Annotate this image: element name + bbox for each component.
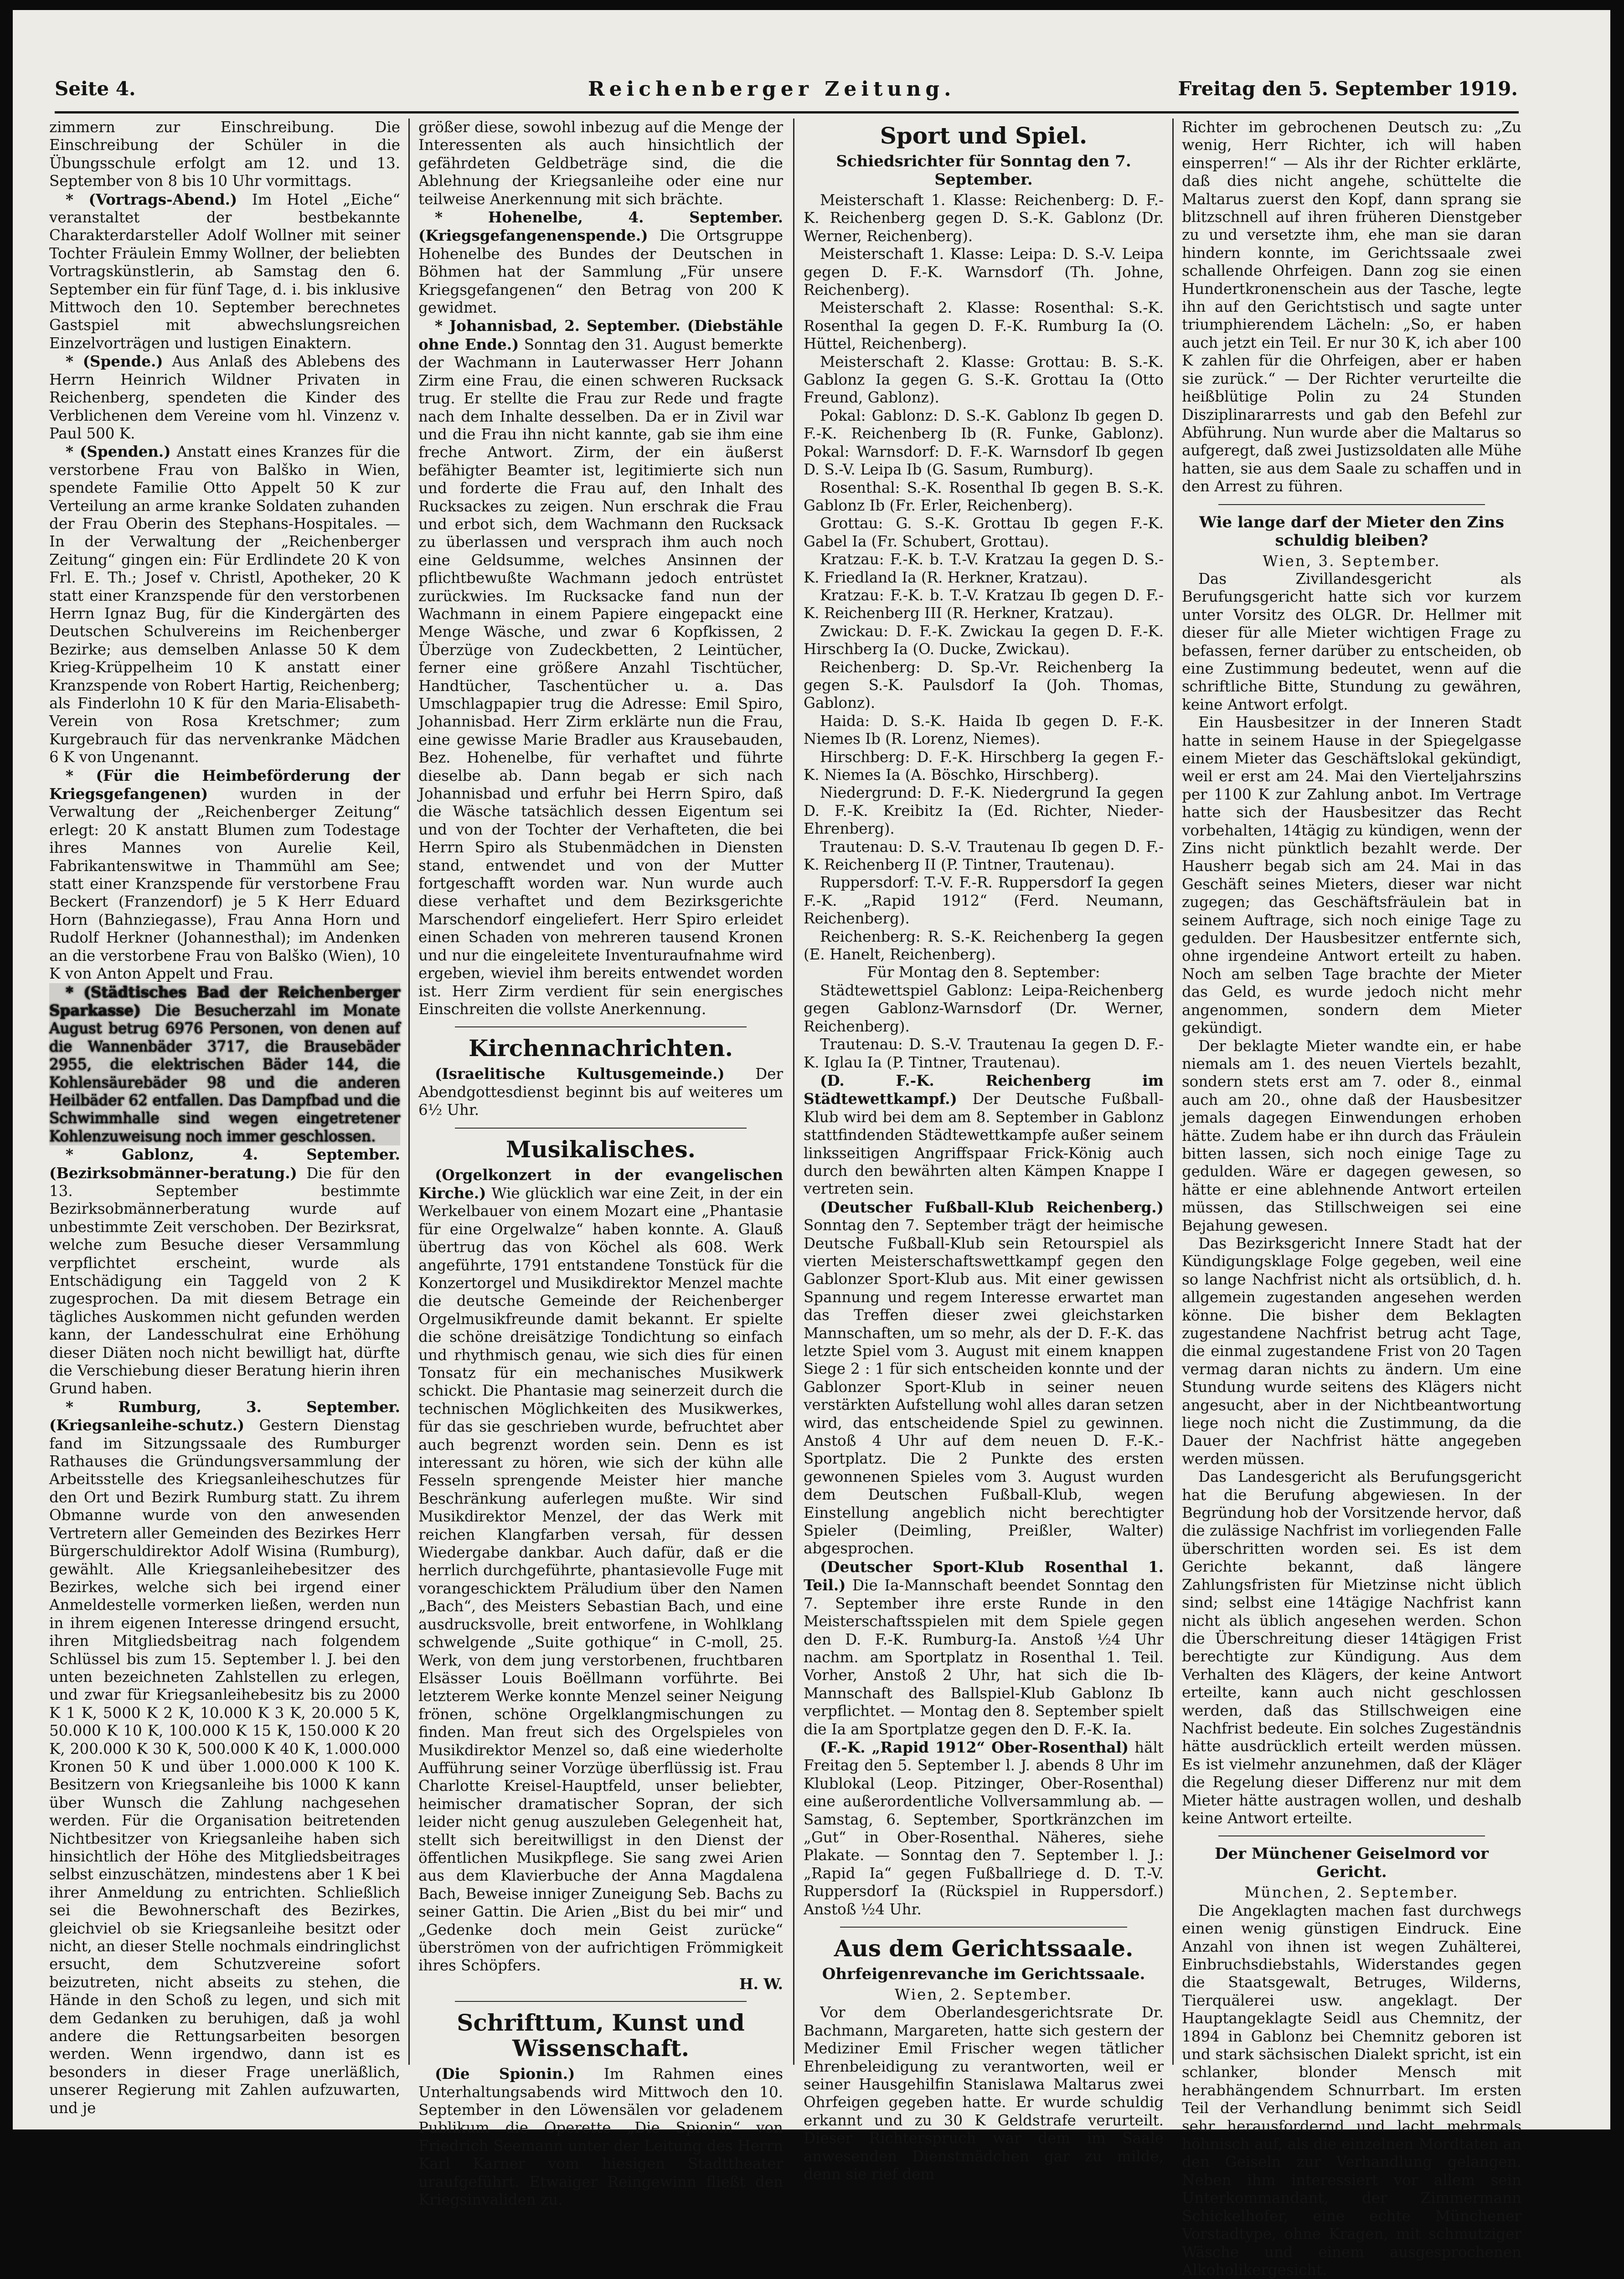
fixture-item: Reichenberg: R. S.-K. Reichenberg Ia gegen (E. Hanelt, Reichenberg). (804, 928, 1164, 964)
article-paragraph: Ein Hausbesitzer in der Inneren Stadt hatte in seinem Hause in der Spiegelgasse einem Mieter das Geschäftslokal gekündigt, weil er erst am 24. Mai den Vierteljahrszins per 1100 K zur Zahlung anbot. Im Vertrage hatte sich der Hausbesitzer das Recht vorbehalten, 14tägig zu kündigen, wenn der Zins nicht pünktlich bezahlt werde. Der Hausherr begab sich am 24. Mai in das Geschäft seines Mieters, dieser war nicht zugegen; das Geschäftsfräulein bat in seinem Auftrage, sich noch einige Tage zu gedulden. Der Hausbesitzer entfernte sich, ohne irgendeine Antwort erteilt zu haben. Noch am selben Tage brachte der Mieter das Geld, es wurde jedoch nicht mehr angenommen, sondern dem Mieter gekündigt. (1182, 714, 1521, 1037)
article-lead: * Johannisbad, 2. September. (Diebstähle ohne Ende.) (418, 317, 783, 353)
newspaper-page (13, 10, 1610, 2279)
page-header (55, 77, 1518, 109)
article-headline: Ohrfeigenrevanche im Gerichtssaale. (822, 1965, 1145, 1983)
article-lead: * (Spende.) (66, 352, 163, 371)
fixture-item: Kratzau: F.-K. b. T.-V. Kratzau Ib gegen D. F.-K. Reichenberg III (R. Herkner, Kratzau). (804, 586, 1164, 622)
section-heading-gerichtssaale: Aus dem Gerichtssaale. (834, 1935, 1134, 1962)
article-headline: Der Münchener Geiselmord vor Gericht. (1215, 1845, 1489, 1882)
article-lead: * (Vortrags-Abend.) (66, 190, 237, 208)
article-text: hält Freitag den 5. September l. J. abends 8 Uhr im Klublokal (Leop. Pitzinger, Ober-Rosenthal) eine außerordentliche Vollversammlung ab. — Samstag, 6. September, Sportkränzchen im „Gut“ in Ober-Rosenthal. Näheres, siehe Plakate. — Sonntag den 7. September l. J.: „Rapid Ia“ gegen Fußballriege d. D. T.-V. Ruppersdorf Ia (Rückspiel in Ruppersdorf.) Anstoß ½4 Uhr. (804, 1738, 1164, 1918)
article-lead: (Deutscher Sport-Klub Rosenthal 1. Teil.) (804, 1557, 1164, 1594)
fixture-item: Niedergrund: D. F.-K. Niedergrund Ia gegen D. F.-K. Kreibitz Ia (Ed. Richter, Nieder-Ehrenberg). (804, 784, 1164, 838)
header-rule (55, 111, 1519, 113)
author-signoff: H. W. (739, 1975, 783, 1993)
article-lead: (Die Spionin.) (435, 2065, 575, 2083)
article-paragraph: Vor dem Oberlandesgerichtsrate Dr. Bachmann, Margareten, hatte sich gestern der Mediziner Emil Frischer wegen tätlicher Ehrenbeleidigung zu verantworten, weil er seiner Hausgehilfin Stanislawa Maltarus zwei Ohrfeigen gegeben hatte. Er wurde schuldig erkannt und zu 30 K Geldstrafe verurteilt. Dieser Richterspruch war dem im Saale anwesenden Dienstmädchen gar zu milde, denn sie rief dem (804, 2004, 1164, 2183)
article-paragraph (804, 1072, 1164, 1198)
article-paragraph (49, 443, 400, 766)
article-lead: (Deutscher Fußball-Klub Reichenberg.) (820, 1198, 1164, 1216)
article-text: Anstatt eines Kranzes für die verstorbene Frau von Balško in Wien, spendete Familie Otto Appelt 50 K zur Verteilung an arme kranke Soldaten zuhanden der Frau Oberin des Stephans-Hospitales. — In der Verwaltung der „Reichenberger Zeitung“ gingen ein: Für Erdlindete 20 K von Frl. E. Th.; Josef v. Christl, Apotheker, 20 K statt einer Kranzspende für den verstorbenen Herrn Ignaz Bug, für die Kindergärten des Deutschen Schulvereins im Reichenberger Bezirke; aus demselben Anlasse 50 K dem Krieg-Krüppelheim 10 K anstatt einer Kranzspende von Robert Hartig, Reichenberg; als Finderlohn 10 K für den Maria-Elisabeth-Verein von Rosa Kretschmer; zum Kurgebrauch für das nervenkranke Mädchen 6 K von Ungenannt. (49, 443, 400, 766)
dateline: Wien, 3. September. (1263, 552, 1441, 570)
fixture-item: Zwickau: D. F.-K. Zwickau Ia gegen D. F.-K. Hirschberg Ia (O. Ducke, Zwickau). (804, 622, 1164, 658)
article-headline: Wie lange darf der Mieter den Zins schuldig bleiben? (1199, 513, 1505, 550)
article-paragraph (49, 767, 400, 983)
article-text: Der Abendgottesdienst beginnt bis auf weiteres um 6½ Uhr. (418, 1065, 783, 1119)
article-lead: (D. F.-K. Reichenberg im Städtewettkampf.) (804, 1071, 1164, 1108)
article-paragraph (804, 1738, 1164, 1918)
fixture-item: Haida: D. S.-K. Haida Ib gegen D. F.-K. Niemes Ib (R. Lorenz, Niemes). (804, 712, 1164, 748)
column-divider (793, 119, 794, 2065)
article-text: Der Deutsche Fußball-Klub wird bei dem am 8. September in Gablonz stattfindenden Städtewettkampfe außer seinem linksseitigen Angriffspaar Frick-König auch durch den bewährten alten Kämpen Knappe I vertreten sein. (804, 1090, 1164, 1198)
subheading-montag: Für Montag den 8. September: (867, 964, 1100, 981)
fixture-item: Rosenthal: S.-K. Rosenthal Ib gegen B. S.-K. Gablonz Ib (Fr. Erler, Reichenberg). (804, 479, 1164, 514)
page-number: Seite 4. (55, 77, 136, 100)
section-heading-musikalisches: Musikalisches. (505, 1135, 696, 1163)
column-3 (804, 119, 1164, 2183)
fixture-item: Reichenberg: D. Sp.-Vr. Reichenberg Ia gegen S.-K. Paulsdorf Ia (Joh. Thomas, Gablonz). (804, 658, 1164, 712)
article-paragraph (49, 352, 400, 443)
article-paragraph (49, 1398, 400, 2117)
section-rule (840, 1927, 1127, 1928)
article-text: Im Rahmen eines Unterhaltungsabends wird Mittwoch den 10. September in den Löwensälen vor geladenem Publikum die Operette „Die Spionin“ von Friedrich Seemann unter der Leitung des Herrn Karl Karner vom hiesigen Stadttheater uraufgeführt. Etwaiger Reingewinn fließt den Kriegsinvaliden zu. (418, 2065, 783, 2209)
issue-date: Freitag den 5. September 1919. (1178, 77, 1518, 100)
article-paragraph: zimmern zur Einschreibung. Die Einschreibung der Schüler in die Übungsschule erfolgt am 12. und 13. September von 8 bis 10 Uhr vormittags. (49, 119, 400, 190)
article-lead: * Gablonz, 4. September. (Bezirksobmänner-beratung.) (49, 1145, 400, 1182)
article-text: Sonntag den 7. September trägt der heimische Deutsche Fußball-Klub sein Retourspiel als vierten Meisterschaftswettkampf gegen den Gablonzer Sport-Klub aus. Mit einer gewissen Spannung und regem Interesse erwartet man das Treffen dieser zwei gleichstarken Mannschaften, um so mehr, als der D. F.-K. das letzte Spiel vom 3. August mit einem knappen Siege 2 : 1 für sich entscheiden konnte und der Gablonzer Sport-Klub in seiner neuen verstärkten Aufstellung wohl alles daran setzen wird, das entscheidende Spiel zu gewinnen. Anstoß 4 Uhr auf dem neuen D. F.-K.-Sportplatz. Die 2 Punkte des ersten gewonnenen Spieles vom 3. August wurden dem Deutschen Fußball-Klub, wegen Einstellung angeblich nicht berechtigter Spieler (Deimling, Preißler, Walter) abgesprochen. (804, 1217, 1164, 1557)
article-paragraph (418, 208, 783, 317)
article-text: Im Hotel „Eiche“ veranstaltet der bestbekannte Charakterdarsteller Adolf Wollner mit seiner Tochter Fräulein Emmy Wollner, der beliebten Vortragskünstlerin, ab Samstag den 6. September ein für fünf Tage, d. i. bis inklusive Mittwoch den 10. September berechnetes Gastspiel mit abwechslungsreichen Einzelvorträgen und lustigen Einaktern. (49, 191, 400, 352)
section-heading-sport: Sport und Spiel. (880, 122, 1088, 149)
article-lead: (Israelitische Kultusgemeinde.) (435, 1065, 725, 1083)
article-lead: * Rumburg, 3. September. (Kriegsanleihe-schutz.) (49, 1397, 400, 1434)
article-paragraph: Die Angeklagten machen fast durchwegs einen wenig günstigen Eindruck. Eine Anzahl von ihnen ist wegen Zuhälterei, Einbruchsdiebstahls, Widerstandes gegen die Staatsgewalt, Betruges, Wilderns, Tierquälerei usw. angeklagt. Der Hauptangeklagte Seidl aus Chemnitz, der 1894 in Gablonz bei Chemnitz geboren ist und stark sächsischen Dialekt spricht, ist ein schlanker, blonder Mensch mit herabhängendem Schnurrbart. Im ersten Teil der Verhandlung benimmt sich Seidl sehr herausfordernd und lacht mehrmals höhnisch auf, als die einzelnen Mordtaten an den Geiseln zur Verhandlung gelangen. Neben ihm interessiert vor allem sein Unterkommandant, der Zimmermann Schickelhofer, eine echte Münchener Vorstadtype, ohne Kragen, mit schmutziger Wäsche und einem ausgesprochenen Alkoholikergesicht. (1182, 1902, 1521, 2279)
fixture-item: Meisterschaft 1. Klasse: Reichenberg: D. F.-K. Reichenberg gegen D. S.-K. Gablonz (Dr. Werner, Reichenberg). (804, 191, 1164, 245)
column-divider (408, 119, 410, 2065)
fixture-item: Trautenau: D. S.-V. Trautenau Ia gegen D. F.-K. Iglau Ia (P. Tintner, Trautenau). (804, 1036, 1164, 1071)
fixture-item: Meisterschaft 2. Klasse: Grottau: B. S.-K. Gablonz Ia gegen G. S.-K. Grottau Ia (Otto Freund, Gablonz). (804, 353, 1164, 407)
article-lead: * (Spenden.) (66, 443, 171, 461)
article-text: Die Besucherzahl im Monate August betrug 6976 Personen, von denen auf die Wannenbäder 3717, die Brausebäder 2955, die elektrischen Bäder 144, die Kohlensäurebäder 98 und die anderen Heilbäder 62 entfallen. Das Dampfbad und die Schwimmhalle sind wegen eingetretener Kohlenzuweisung noch immer geschlossen. (49, 1001, 400, 1145)
subheading-schiedsrichter: Schiedsrichter für Sonntag den 7. September. (836, 152, 1131, 189)
article-paragraph: Das Zivillandesgericht als Berufungsgericht hatte sich vor kurzem unter Vorsitz des OLGR. Dr. Hellmer mit dieser für alle Mieter wichtigen Frage zu befassen, ferner darüber zu entscheiden, ob eine Zustimmung bedeutet, wenn auf die schriftliche Bitte, Stundung zu gewähren, keine Antwort erfolgt. (1182, 570, 1521, 713)
fixture-item: Städtewettspiel Gablonz: Leipa-Reichenberg gegen Gablonz-Warnsdorf (Dr. Werner, Reichenberg). (804, 981, 1164, 1035)
section-rule (1218, 504, 1485, 505)
article-text: Aus Anlaß des Ablebens des Herrn Heinrich Wildner Privaten in Reichenberg, spendeten die Kinder des Verblichenen dem Vereine vom hl. Vinzenz v. Paul 500 K. (49, 353, 400, 442)
fixture-item: Meisterschaft 2. Klasse: Rosenthal: S.-K. Rosenthal Ia gegen D. F.-K. Rumburg Ia (O. Hüttel, Reichenberg). (804, 299, 1164, 353)
article-paragraph (804, 1198, 1164, 1558)
section-heading-schrifttum: Schrifttum, Kunst und Wissenschaft. (457, 2009, 745, 2062)
dateline: München, 2. September. (1244, 1884, 1459, 1902)
column-divider (1172, 119, 1174, 2065)
article-text: Die Ia-Mannschaft beendet Sonntag den 7. September ihre erste Runde in den Meisterschaftsspielen mit dem Spiele gegen den D. F.-K. Rumburg-Ia. Anstoß ½4 Uhr nachm. am Sportplatz in Rosenthal 1. Teil. Vorher, Anstoß 2 Uhr, hat sich die Ib-Mannschaft des Ballspiel-Klub Gablonz Ib verpflichtet. — Montag den 8. September spielt die Ia am Sportplatze gegen den D. F.-K. Ia. (804, 1577, 1164, 1738)
dateline: Wien, 2. September. (894, 1986, 1073, 2003)
newspaper-title: Reichenberger Zeitung. (588, 77, 956, 101)
fixture-item: Kratzau: F.-K. b. T.-V. Kratzau Ia gegen D. S.-K. Friedland Ia (R. Herkner, Kratzau). (804, 551, 1164, 586)
section-heading-kirchennachrichten: Kirchennachrichten. (468, 1035, 733, 1062)
article-text: wurden in der Verwaltung der „Reichenberger Zeitung“ erlegt: 20 K anstatt Blumen zum Todestage ihres Mannes von Aurelie Keil, Fabrikantenswitwe in Thammühl am See; statt einer Kranzspende für verstorbene Frau Beckert (Franzendorf) je 5 K Herr Eduard Horn (Bahnziegasse), Frau Anna Horn und Rudolf Herkner (Johannesthal); im Andenken an die verstorbene Frau von Balško (Wien), 10 K von Anton Appelt und Frau. (49, 785, 400, 983)
article-paragraph: Richter im gebrochenen Deutsch zu: „Zu wenig, Herr Richter, ich will haben einsperren!“ — Als ihr der Richter erklärte, daß dies nicht angehe, schüttelte die Maltarus zuerst den Kopf, dann sprang sie blitzschnell auf ihren früheren Dienstgeber zu und versetzte ihm, ehe man sie daran hindern konnte, im Gerichtssaale zwei schallende Ohrfeigen. Dann zog sie einen Hundertkronenschein aus der Tasche, legte ihn auf den Gerichtstisch und sagte unter triumphierendem Lächeln: „So, er haben auch jetzt ein Teil. Er nur 30 K, ich aber 100 K zahlen für die Ohrfeigen, aber er haben sie zurück.“ — Der Richter verurteilte die heißblütige Polin zu 24 Stunden Disziplinararrests und gab den Befehl zur Abführung. Nun wurde aber die Maltarus so aufgeregt, daß zwei Justizsoldaten alle Mühe hatten, sie aus dem Saale zu schaffen und in den Arrest zu führen. (1182, 119, 1521, 495)
column-1 (49, 119, 400, 2117)
article-lead: (Orgelkonzert in der evangelischen Kirche.) (418, 1165, 783, 1202)
article-paragraph: größer diese, sowohl inbezug auf die Menge der Interessenten als auch hinsichtlich der gefährdeten Geldbeträge sind, die die Ablehnung der Kriegsanleihe oder eine nur teilweise Anerkennung mit sich brächte. (418, 119, 783, 208)
article-lead: * (Städtisches Bad der Reichenberger Sparkasse) (49, 983, 400, 1019)
fixture-item: Pokal: Gablonz: D. S.-K. Gablonz Ib gegen D. F.-K. Reichenberg Ib (R. Funke, Gablonz). Pokal: Warnsdorf: D. F.-K. Warnsdorf Ib gegen D. S.-V. Leipa Ib (G. Sasum, Rumburg). (804, 407, 1164, 479)
article-paragraph (49, 191, 400, 353)
article-text: Gestern Dienstag fand im Sitzungssaale des Rumburger Rathauses die Gründungsversammlung der Arbeitsstelle des Kriegsanleiheschutzes für den Ort und Bezirk Rumburg statt. Zu ihrem Obmanne wurde von den anwesenden Vertretern aller Gemeinden des Bezirkes Herr Bürgerschuldirektor Adolf Wisina (Rumburg), gewählt. Alle Kriegsanleihebesitzer des Bezirkes, welche sich bei irgend einer Anmeldestelle vormerken ließen, werden nun in ihrem eigenen Interesse dringend ersucht, ihren Mitgliedsbeitrag nach folgendem Schlüssel bis zum 15. September l. J. bei den unten bezeichneten Zahlstellen zu erlegen, und zwar für Kriegsanleihebesitz bis zu 2000 K 1 K, 5000 K 2 K, 10.000 K 3 K, 20.000 5 K, 50.000 K 10 K, 100.000 K 15 K, 150.000 K 20 K, 200.000 K 30 K, 500.000 K 40 K, 1.000.000 Kronen 50 K und über 1.000.000 K 100 K. Besitzern von Kriegsanleihe bis 1000 K kann über Wunsch die Zahlung nachgesehen werden. Für die Organisation beitretenden Nichtbesitzer von Kriegsanleihe haben sich hinsichtlich der Höhe des Mitgliedsbeitrages selbst einzuschätzen, mindestens aber 1 K bei ihrer Anmeldung zu entrichten. Schließlich sei die Bewohnerschaft des Bezirkes, gleichviel ob sie Kriegsanleihe besitzt oder nicht, an dieser Stelle nochmals eindringlichst ersucht, dem Schutzvereine sofort beizutreten, nicht abseits zu stehen, die Hände in den Schoß zu legen, und sich mit dem Gedanken zu beruhigen, daß ja wohl andere die Rettungsarbeiten besorgen werden. Wenn irgendwo, dann ist es besonders in dieser Frage unerläßlich, unserer Regierung mit Zahlen aufzuwarten, und je (49, 1417, 400, 2117)
fixture-item: Trautenau: D. S.-V. Trautenau Ib gegen D. F.-K. Reichenberg II (P. Tintner, Trautenau). (804, 838, 1164, 874)
article-paragraph (804, 1558, 1164, 1738)
article-paragraph (49, 983, 400, 1146)
article-lead: * Hohenelbe, 4. September. (Kriegsgefangenenspende.) (418, 208, 783, 245)
fixture-item: Grottau: G. S.-K. Grottau Ib gegen F.-K. Gabel Ia (Fr. Schubert, Grottau). (804, 515, 1164, 550)
article-paragraph: Das Bezirksgericht Innere Stadt hat der Kündigungsklage Folge gegeben, weil eine so lange Nachfrist nicht als ortsüblich, d. h. allgemein zugestanden angesehen werden könne. Die bisher dem Beklagten zugestandene Nachfrist betrug acht Tage, die einmal zugestandene Frist von 20 Tagen vermag daran nichts zu ändern. Um eine Stundung wurde seitens des Klägers nicht angesucht, aber in der Nichtbeantwortung liege noch nicht die Zustimmung, da die Dauer der Nachfrist hätte angegeben werden müssen. (1182, 1234, 1521, 1468)
article-paragraph: Das Landesgericht als Berufungsgericht hat die Berufung abgewiesen. In der Begründung hob der Vorsitzende hervor, daß die zulässige Nachfrist im vorliegenden Falle überschritten worden sei. Es ist dem Gerichte bekannt, daß längere Zahlungsfristen für Mietzinse nicht üblich sind; selbst eine 14tägige Nachfrist kann nicht als üblich angesehen werden. Schon die Überschreitung dieser 14tägigen Frist berechtigte zur Kündigung. Aus dem Verhalten des Klägers, der keine Antwort erteilte, kann auch nicht geschlossen werden, daß das Stillschweigen eine Nachfrist bedeute. Ein solches Zugeständnis hätte ausdrücklich erteilt werden müssen. Es ist vielmehr anzunehmen, daß der Kläger die Regelung dieser Differenz nur mit dem Mieter hätte austragen wollen, und deshalb keine Antwort erteilte. (1182, 1468, 1521, 1827)
article-text: Die Ortsgruppe Hohenelbe des Bundes der Deutschen in Böhmen hat der Sammlung „Für unsere Kriegsgefangenen“ den Betrag von 200 K gewidmet. (418, 227, 783, 317)
fixture-item: Hirschberg: D. F.-K. Hirschberg Ia gegen F.-K. Niemes Ia (A. Böschko, Hirschberg). (804, 748, 1164, 784)
column-2 (418, 119, 783, 2209)
fixture-item: Meisterschaft 1. Klasse: Leipa: D. S.-V. Leipa gegen D. F.-K. Warnsdorf (Th. Johne, Reichenberg). (804, 245, 1164, 299)
article-paragraph (49, 1145, 400, 1398)
article-text: Sonntag den 31. August bemerkte der Wachmann in Lauterwasser Herr Johann Zirm eine Frau, die einen schweren Rucksack trug. Er stellte die Frau zur Rede und fragte nach dem Inhalte desselben. Da er in Zivil war und die Frau ihn nicht kannte, gab sie ihm eine freche Antwort. Zirm, der ein äußerst befähigter Beamter ist, legitimierte sich nun und forderte die Frau auf, den Inhalt des Rucksackes zu zeigen. Nun erschrak die Frau und erbot sich, dem Wachmann den Rucksack zu überlassen und versprach ihm auch noch eine Geldsumme, welches Ansinnen der pflichtbewußte Wachmann jedoch entrüstet zurückwies. Im Rucksacke fand nun der Wachmann in einem Papiere eingepackt eine Menge Wäsche, und zwar 6 Kopfkissen, 2 Überzüge von Zudeckbetten, 2 Leintücher, ferner eine größere Anzahl Tischtücher, Handtücher, Taschentücher u. a. Das Umschlagpapier trug die Adresse: Emil Spiro, Johannisbad. Herr Zirm erklärte nun die Frau, eine gewisse Marie Bradler aus Krausebauden, Bez. Hohenelbe, für verhaftet und führte dieselbe ab. Dann begab er sich nach Johannisbad und erfuhr bei Herrn Spiro, daß die Wäsche tatsächlich dessen Eigentum sei und von der Tochter der Verhafteten, die bei Herrn Spiro als Stubenmädchen in Diensten stand, entwendet und von der Mutter fortgeschafft worden war. Nun wurde auch diese verhaftet und dem Bezirksgerichte Marschendorf eingeliefert. Herr Spiro erleidet einen Schaden von mehreren tausend Kronen und nur die eingeleitete Inventuraufnahme wird ergeben, wieviel ihm bereits entwendet worden ist. Herr Zirm verdient für sein energisches Einschreiten die vollste Anerkennung. (418, 335, 783, 1018)
article-paragraph (418, 2065, 783, 2209)
section-rule (455, 1128, 747, 1129)
article-text: Die für den 13. September bestimmte Bezirksobmännerberatung wurde auf unbestimmte Zeit verschoben. Der Bezirksrat, welche zum Besuche dieser Versammlung verpflichtet erscheint, wurde als Entschädigung ein Taggeld von 2 K zugesprochen. Da mit diesem Betrage ein tägliches Auskommen nicht gefunden werden kann, der Landesschulrat eine Erhöhung dieser Diäten noch nicht bewilligt hat, dürfte die Verschiebung dieser Beratung hierin ihren Grund haben. (49, 1164, 400, 1397)
section-rule (455, 2001, 747, 2002)
article-text: Wie glücklich war eine Zeit, in der ein Werkelbauer von einem Mozart eine „Phantasie für eine Orgelwalze“ haben konnte. A. Glauß übertrug das von Köchel als 608. Werk angeführte, 1791 entstandene Tonstück für die Konzertorgel und Musikdirektor Menzel machte die deutsche Gemeinde der Reichenberger Orgelmusikfreunde damit bekannt. Er spielte die schöne dreisätzige Tondichtung so einfach und rhythmisch genau, wie sich dies für einen Tonsatz für ein mechanisches Musikwerk schickt. Die Phantasie mag seinerzeit durch die technischen Möglichkeiten des Musikwerkes, für das sie geschrieben wurde, befruchtet aber auch begrenzt worden sein. Denn es ist interessant zu hören, wie sich der kühn alle Fesseln sprengende Meister hier manche Beschränkung auferlegen mußte. Wir sind Musikdirektor Menzel, der das Werk mit reichen Klangfarben versah, für dessen Wiedergabe dankbar. Auch dafür, daß er die herrlich durchgeführte, phantasievolle Fuge mit vorangeschicktem Präludium über den Namen „Bach“, des Meisters Sebastian Bach, und eine ausdrucksvolle, breit entworfene, in Wohlklang schwelgende „Suite gothique“ in C-moll, 25. Werk, von dem jung verstorbenen, fruchtbaren Elsässer Louis Boëllmann vorführte. Bei letzterem Werke konnte Menzel seiner Neigung frönen, schöne Orgelklangmischungen zu finden. Man freut sich des Orgelspieles von Musikdirektor Menzel so, daß eine wiederholte Aufführung seiner Vorzüge überflüssig ist. Frau Charlotte Kreisel-Hauptfeld, unser beliebter, heimischer dramatischer Sopran, der sich leider nicht genug auszuleben Gelegenheit hat, stellt sich bereitwilligst in den Dienst der öffentlichen Musikpflege. Sie sang zwei Arien aus dem Klavierbuche der Anna Magdalena Bach, Beweise inniger Zuneigung Seb. Bachs zu seiner Gattin. Die Arien „Bist du bei mir“ und „Gedenke doch mein Geist zurücke“ überströmen von der aufrichtigen Frömmigkeit ihres Schöpfers. (418, 1184, 783, 1975)
fixture-item: Ruppersdorf: T.-V. F.-R. Ruppersdorf Ia gegen F.-K. „Rapid 1912“ (Ferd. Neumann, Reichenberg). (804, 874, 1164, 928)
section-rule (455, 1026, 747, 1027)
article-paragraph (418, 1166, 783, 1975)
column-4 (1182, 119, 1521, 2279)
article-lead: * (Für die Heimbeförderung der Kriegsgefangenen) (49, 766, 400, 803)
article-paragraph (418, 317, 783, 1018)
article-paragraph: Der beklagte Mieter wandte ein, er habe niemals am 1. des neuen Viertels bezahlt, sondern stets erst am 7. oder 8., einmal auch am 20., ohne daß der Hausbesitzer jemals dagegen Einwendungen erhoben hätte. Zudem habe er ihn durch das Fräulein bitten lassen, sich noch einige Tage zu gedulden. Wäre er dagegen gewesen, so hätte er eine ablehnende Antwort erteilen müssen, das Stillschweigen sei eine Bejahung gewesen. (1182, 1037, 1521, 1234)
article-paragraph (418, 1065, 783, 1119)
article-lead: (F.-K. „Rapid 1912“ Ober-Rosenthal) (820, 1738, 1129, 1756)
